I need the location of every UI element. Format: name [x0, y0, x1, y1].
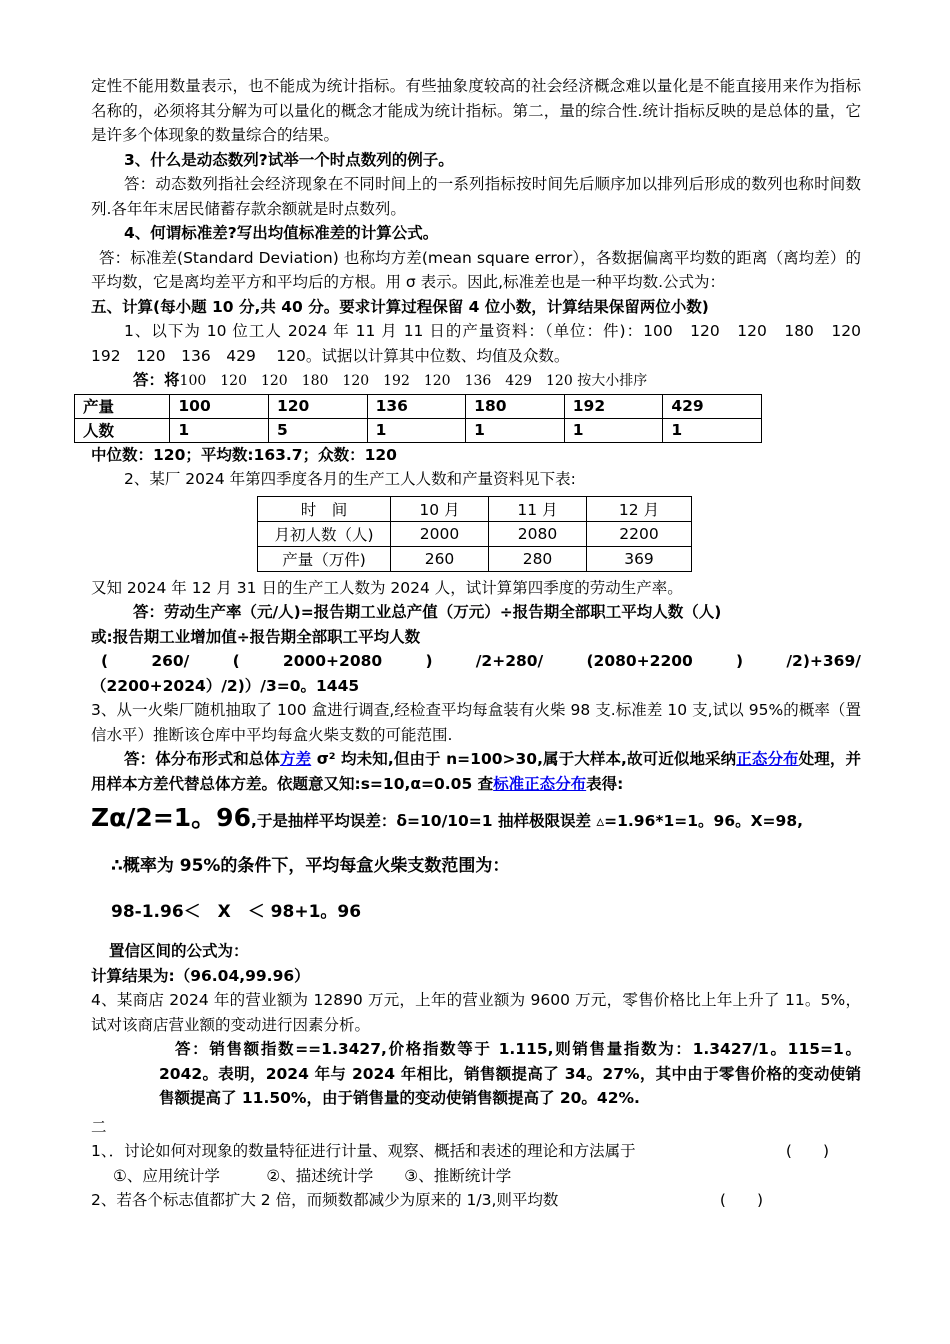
probability-statement: ∴概率为 95%的条件下，平均每盒火柴支数范围为： [111, 856, 510, 876]
table-cell: 180 [466, 394, 565, 418]
calc-2-answer-line-2: 或:报告期工业增加值÷报告期全部职工平均人数 [91, 627, 421, 646]
formula-token: /2)+369/ [786, 652, 861, 670]
question-3: 3、什么是动态数列?试举一个时点数列的例子。 [124, 150, 454, 169]
mc-question-1-options: ①、应用统计学 ②、描述统计学 ③、推断统计学 [113, 1166, 512, 1185]
table-cell: 产量 [75, 394, 170, 418]
calc-2-extra-info: 又知 2024 年 12 月 31 日的生产工人数为 2024 人，试计算第四季度的劳动生产率。 [91, 578, 683, 597]
table-cell: 2200 [587, 521, 692, 546]
answer-text: 答：体分布形式和总体 [124, 750, 280, 768]
table-cell: 136 [367, 394, 466, 418]
calc-4-answer: 答：销售额指数==1.3427,价格指数等于 1.115,则销售量指数为：1.3427/1。115=1。2042。表明，2024 年与 2024 年相比，销售额提高了 34。27%，其中由于零售价格的变动使销售额提高了 11.50%，由于销售量的变动使销售额提高了 20。42%. [159, 1040, 861, 1107]
z-value: Zα/2=1。96 [91, 803, 251, 832]
answer-label: 答： [133, 371, 165, 389]
standard-normal-distribution-link[interactable]: 标准正态分布 [493, 774, 587, 793]
table-row [258, 521, 692, 546]
table-row [75, 394, 762, 418]
table-header-cell: 11 月 [489, 496, 587, 521]
range-expression: 98-1.96＜ X ＜ 98+1。96 [111, 902, 362, 922]
table-cell: 1 [170, 418, 269, 442]
table-cell: 192 [564, 394, 663, 418]
calc-1-result: 中位数：120；平均数:163.7；众数：120 [91, 445, 397, 464]
table-header-cell: 12 月 [587, 496, 692, 521]
question-text: 1、．讨论如何对现象的数量特征进行计量、观察、概括和表述的理论和方法属于 [91, 1142, 636, 1160]
formula-token: ) [425, 652, 433, 670]
answer-label-2: 将 [164, 371, 180, 389]
sort-instruction: 100 120 120 180 120 192 120 136 429 120 按大小排序 [179, 373, 648, 389]
z-value-line [91, 800, 861, 839]
calc-question-1: 1、以下为 10 位工人 2024 年 11 月 11 日的产量资料：（单位：件)：100 120 120 180 120 192 120 136 429 120。试据以计算其中位数、均值及众数。 [91, 322, 877, 365]
calc-3-result: 计算结果为:（96.04,99.96） [91, 966, 310, 985]
table-cell: 1 [564, 418, 663, 442]
table-cell: 1 [367, 418, 466, 442]
table-cell: 120 [268, 394, 367, 418]
table-cell: 2000 [391, 521, 489, 546]
document-page [83, 74, 877, 1213]
calc-question-2: 2、某厂 2024 年第四季度各月的生产工人人数和产量资料见下表: [124, 470, 576, 488]
normal-distribution-link[interactable]: 正态分布 [736, 750, 799, 768]
calc-2-formula-line [91, 649, 861, 674]
table-cell: 5 [268, 418, 367, 442]
calc-2-answer-line-1: 答：劳动生产率（元/人)=报告期工业总产值（万元）÷报告期全部职工平均人数（人) [133, 603, 722, 621]
sampling-error-text: ,于是抽样平均误差：δ=10/10=1 抽样极限误差 ▵=1.96*1=1。96。X=98, [250, 812, 803, 830]
table-cell: 369 [587, 546, 692, 571]
answer-blank: ( ) [719, 1191, 763, 1209]
table-cell: 产量（万件) [258, 546, 391, 571]
workers-output-table [257, 496, 692, 572]
table-cell: 2080 [489, 521, 587, 546]
table-cell: 月初人数（人) [258, 521, 391, 546]
table-cell: 1 [466, 418, 565, 442]
section-5-heading: 五、计算(每小题 10 分,共 40 分。要求计算过程保留 4 位小数，计算结果保留两位小数) [91, 297, 709, 316]
table-row [258, 546, 692, 571]
calc-1-answer-intro [91, 368, 861, 394]
table-cell: 260 [391, 546, 489, 571]
table-cell: 1 [663, 418, 762, 442]
formula-token: ( [232, 652, 240, 670]
formula-token: 260/ [151, 652, 190, 670]
formula-token: /2+280/ [475, 652, 544, 670]
variance-link[interactable]: 方差 [280, 750, 312, 768]
table-row [75, 418, 762, 442]
section-2-heading: 二 [91, 1117, 107, 1136]
table-cell: 280 [489, 546, 587, 571]
mc-question-1 [91, 1139, 861, 1164]
formula-token: ( [101, 652, 109, 670]
formula-token: 2000+2080 [282, 652, 383, 670]
answer-text: σ² 均未知,但由于 n=100>30,属于大样本,故可近似地采纳 [311, 750, 737, 768]
table-cell: 100 [170, 394, 269, 418]
table-header-cell: 10 月 [391, 496, 489, 521]
answer-3: 答：动态数列指社会经济现象在不同时间上的一系列指标按时间先后顺序加以排列后形成的数列也称时间数列.各年年末居民储蓄存款余额就是时点数列。 [91, 175, 861, 218]
answer-blank: ( ) [785, 1142, 829, 1160]
calc-question-3: 3、从一火柴厂随机抽取了 100 盒进行调查,经检查平均每盒装有火柴 98 支.标准差 10 支,试以 95%的概率（置信水平）推断该仓库中平均每盒火柴支数的可能范围. [91, 701, 861, 744]
table-cell: 人数 [75, 418, 170, 442]
question-text: 2、若各个标志值都扩大 2 倍，而频数都减少为原来的 1/3,则平均数 [91, 1191, 559, 1209]
calc-question-4: 4、某商店 2024 年的营业额为 12890 万元，上年的营业额为 9600 万元，零售价格比上年上升了 11。5%，试对该商店营业额的变动进行因素分析。 [91, 991, 861, 1034]
table-header-cell: 时 间 [258, 496, 391, 521]
answer-text: 表得: [586, 774, 624, 793]
formula-token: ) [736, 652, 744, 670]
formula-token: (2080+2200 [586, 652, 693, 670]
confidence-interval-label: 置信区间的公式为： [109, 942, 249, 960]
paragraph-indicator-definition: 定性不能用数量表示，也不能成为统计指标。有些抽象度较高的社会经济概念难以量化是不能直接用来作为指标名称的，必须将其分解为可以量化的概念才能成为统计指标。第二，量的综合性.统计指标反映的是总体的量，它是许多个体现象的数量综合的结果。 [91, 77, 861, 144]
table-row [258, 496, 692, 521]
answer-4: 答：标准差(Standard Deviation) 也称均方差(mean square error），各数据偏离平均数的距离（离均差）的平均数，它是离均差平方和平均后的方根。用 σ 表示。因此,标准差也是一种平均数.公式为： [91, 248, 861, 291]
production-table [74, 394, 762, 443]
table-cell: 429 [663, 394, 762, 418]
answer-text: 处理，并用样本方差代替总体方差。依题意又知:s=10,α=0.05 查 [91, 750, 861, 793]
question-4: 4、何谓标准差?写出均值标准差的计算公式。 [124, 224, 439, 242]
mc-question-2 [91, 1188, 861, 1213]
calc-2-formula-end: （2200+2024）/2)）/3=0。1445 [91, 676, 360, 695]
calc-3-answer [91, 747, 861, 796]
